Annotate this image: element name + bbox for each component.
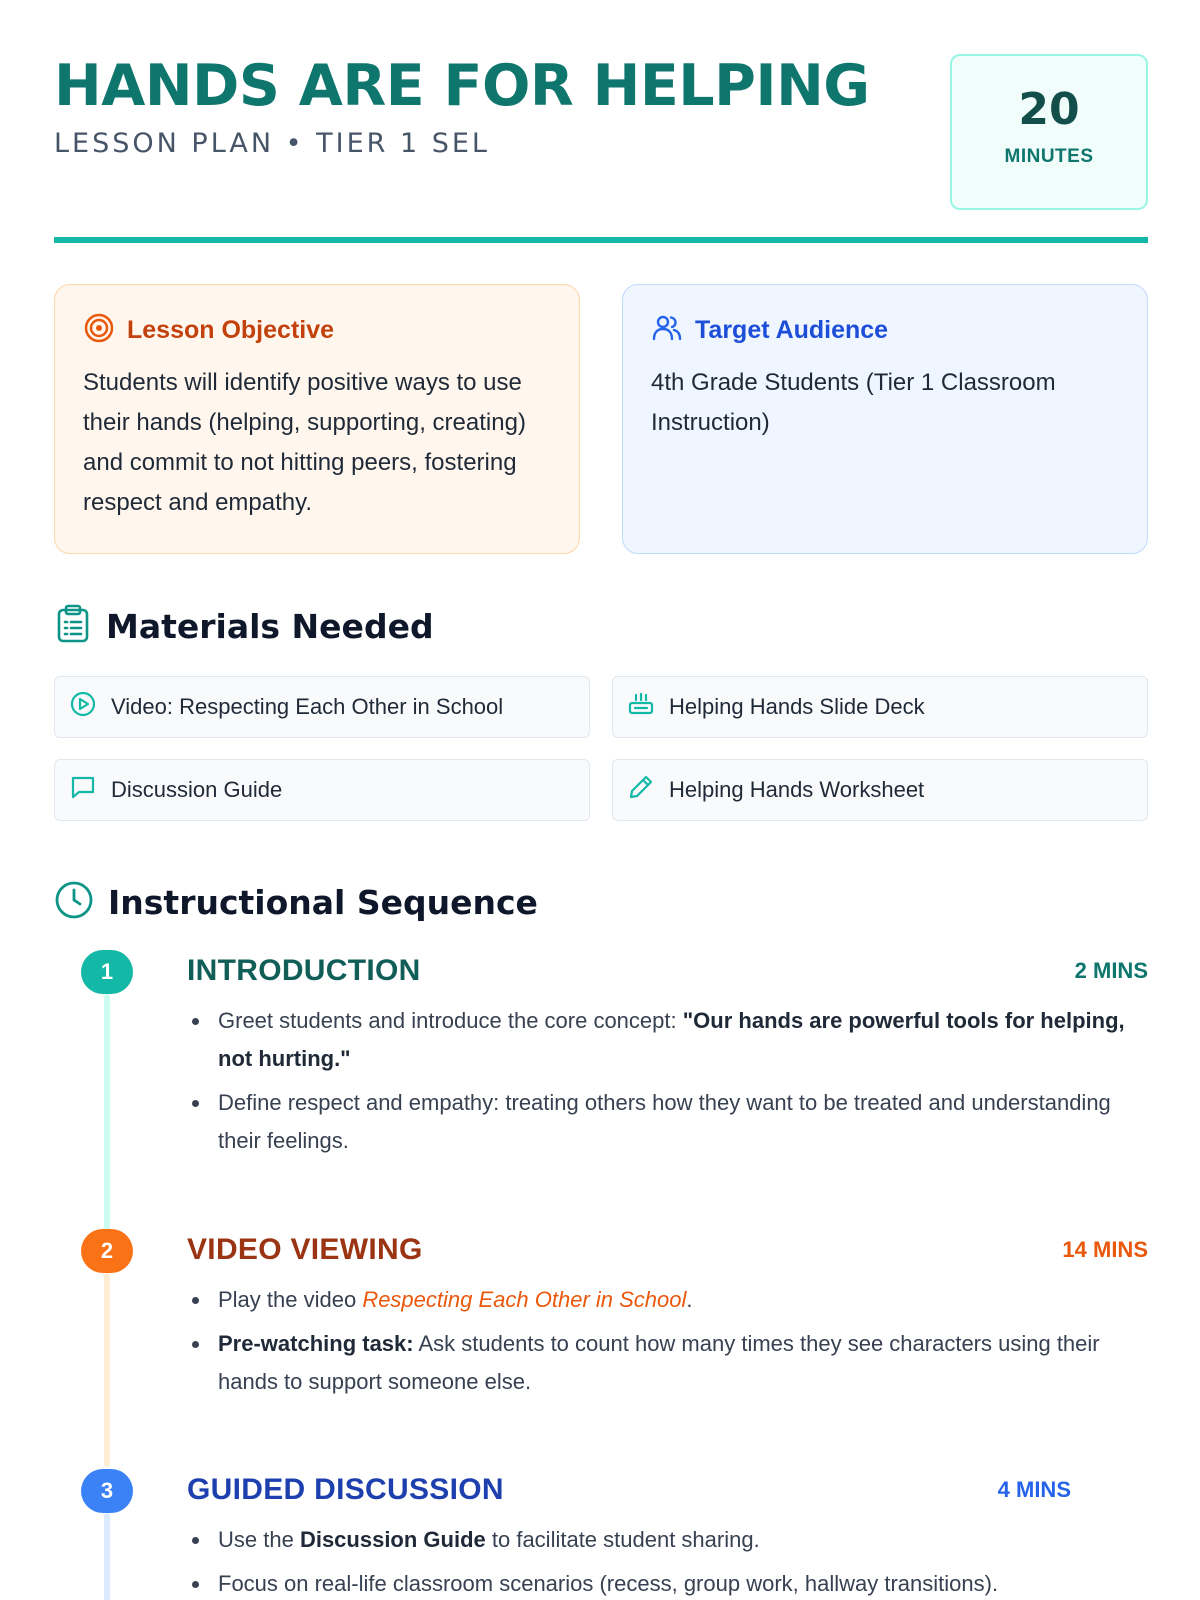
- audience-label: Target Audience: [695, 315, 889, 344]
- step-number-badge: 1: [81, 950, 133, 994]
- step-bullets: [218, 1281, 1128, 1407]
- material-label: Video: Respecting Each Other in School: [111, 694, 504, 719]
- chat-icon: [69, 773, 97, 807]
- step-bullets: [218, 1002, 1128, 1166]
- timeline-line: [104, 1513, 110, 1600]
- audience-text: 4th Grade Students (Tier 1 Classroom Instruction): [651, 369, 1056, 436]
- material-label: Helping Hands Slide Deck: [669, 694, 925, 719]
- page-title: HANDS ARE FOR HELPING: [54, 53, 870, 119]
- material-item-worksheet: [612, 759, 1148, 821]
- list-item: Play the video Respecting Each Other in School.: [218, 1281, 1128, 1319]
- material-label: Discussion Guide: [111, 777, 283, 802]
- step-title: INTRODUCTION: [187, 954, 421, 987]
- list-item: Greet students and introduce the core concept: "Our hands are powerful tools for helping, not hurting.": [218, 1002, 1128, 1078]
- lesson-header: [54, 54, 1148, 244]
- clipboard-icon: [54, 604, 92, 649]
- step-duration: 2 MINS: [1074, 958, 1148, 983]
- material-item-slides: [612, 676, 1148, 738]
- timeline-line: [104, 1273, 110, 1467]
- sequence-heading-text: Instructional Sequence: [108, 883, 538, 922]
- step-title: VIDEO VIEWING: [187, 1233, 423, 1266]
- duration-label: MINUTES: [1004, 146, 1094, 167]
- step-number-badge: 3: [81, 1469, 133, 1513]
- pencil-icon: [627, 773, 655, 807]
- play-circle-icon: [69, 690, 97, 724]
- material-label: Helping Hands Worksheet: [669, 777, 925, 802]
- step-title: GUIDED DISCUSSION: [187, 1473, 504, 1506]
- timeline-line: [104, 994, 110, 1238]
- list-item: Pre-watching task: Ask students to count how many times they see characters using their hands to support someone else.: [218, 1325, 1128, 1401]
- presentation-icon: [627, 690, 655, 724]
- material-item-video: [54, 676, 590, 738]
- step-number-badge: 2: [81, 1229, 133, 1273]
- objective-label: Lesson Objective: [127, 315, 335, 344]
- target-icon: [83, 312, 115, 349]
- sequence-heading: [54, 880, 538, 925]
- list-item: Focus on real-life classroom scenarios (recess, group work, hallway transitions).: [218, 1565, 1128, 1600]
- objective-card: [54, 284, 580, 554]
- duration-box: [950, 54, 1148, 210]
- video-title-link: Respecting Each Other in School: [362, 1287, 687, 1312]
- step-duration: 14 MINS: [1062, 1237, 1148, 1262]
- objective-text: Students will identify positive ways to use their hands (helping, supporting, creating) and commit to not hitting peers, fostering respect and empathy.: [83, 369, 526, 516]
- materials-heading-text: Materials Needed: [106, 607, 434, 646]
- clock-icon: [54, 880, 94, 925]
- step-duration: 4 MINS: [997, 1477, 1071, 1502]
- materials-heading: [54, 604, 434, 649]
- page-subtitle: LESSON PLAN • TIER 1 SEL: [54, 128, 490, 159]
- users-icon: [651, 312, 683, 349]
- step-bullets: [218, 1521, 1128, 1600]
- duration-value: 20: [1018, 84, 1080, 135]
- header-divider: [54, 237, 1148, 243]
- material-item-guide: [54, 759, 590, 821]
- audience-card: [622, 284, 1148, 554]
- list-item: Use the Discussion Guide to facilitate student sharing.: [218, 1521, 1128, 1559]
- list-item: Define respect and empathy: treating others how they want to be treated and understanding their feelings.: [218, 1084, 1128, 1160]
